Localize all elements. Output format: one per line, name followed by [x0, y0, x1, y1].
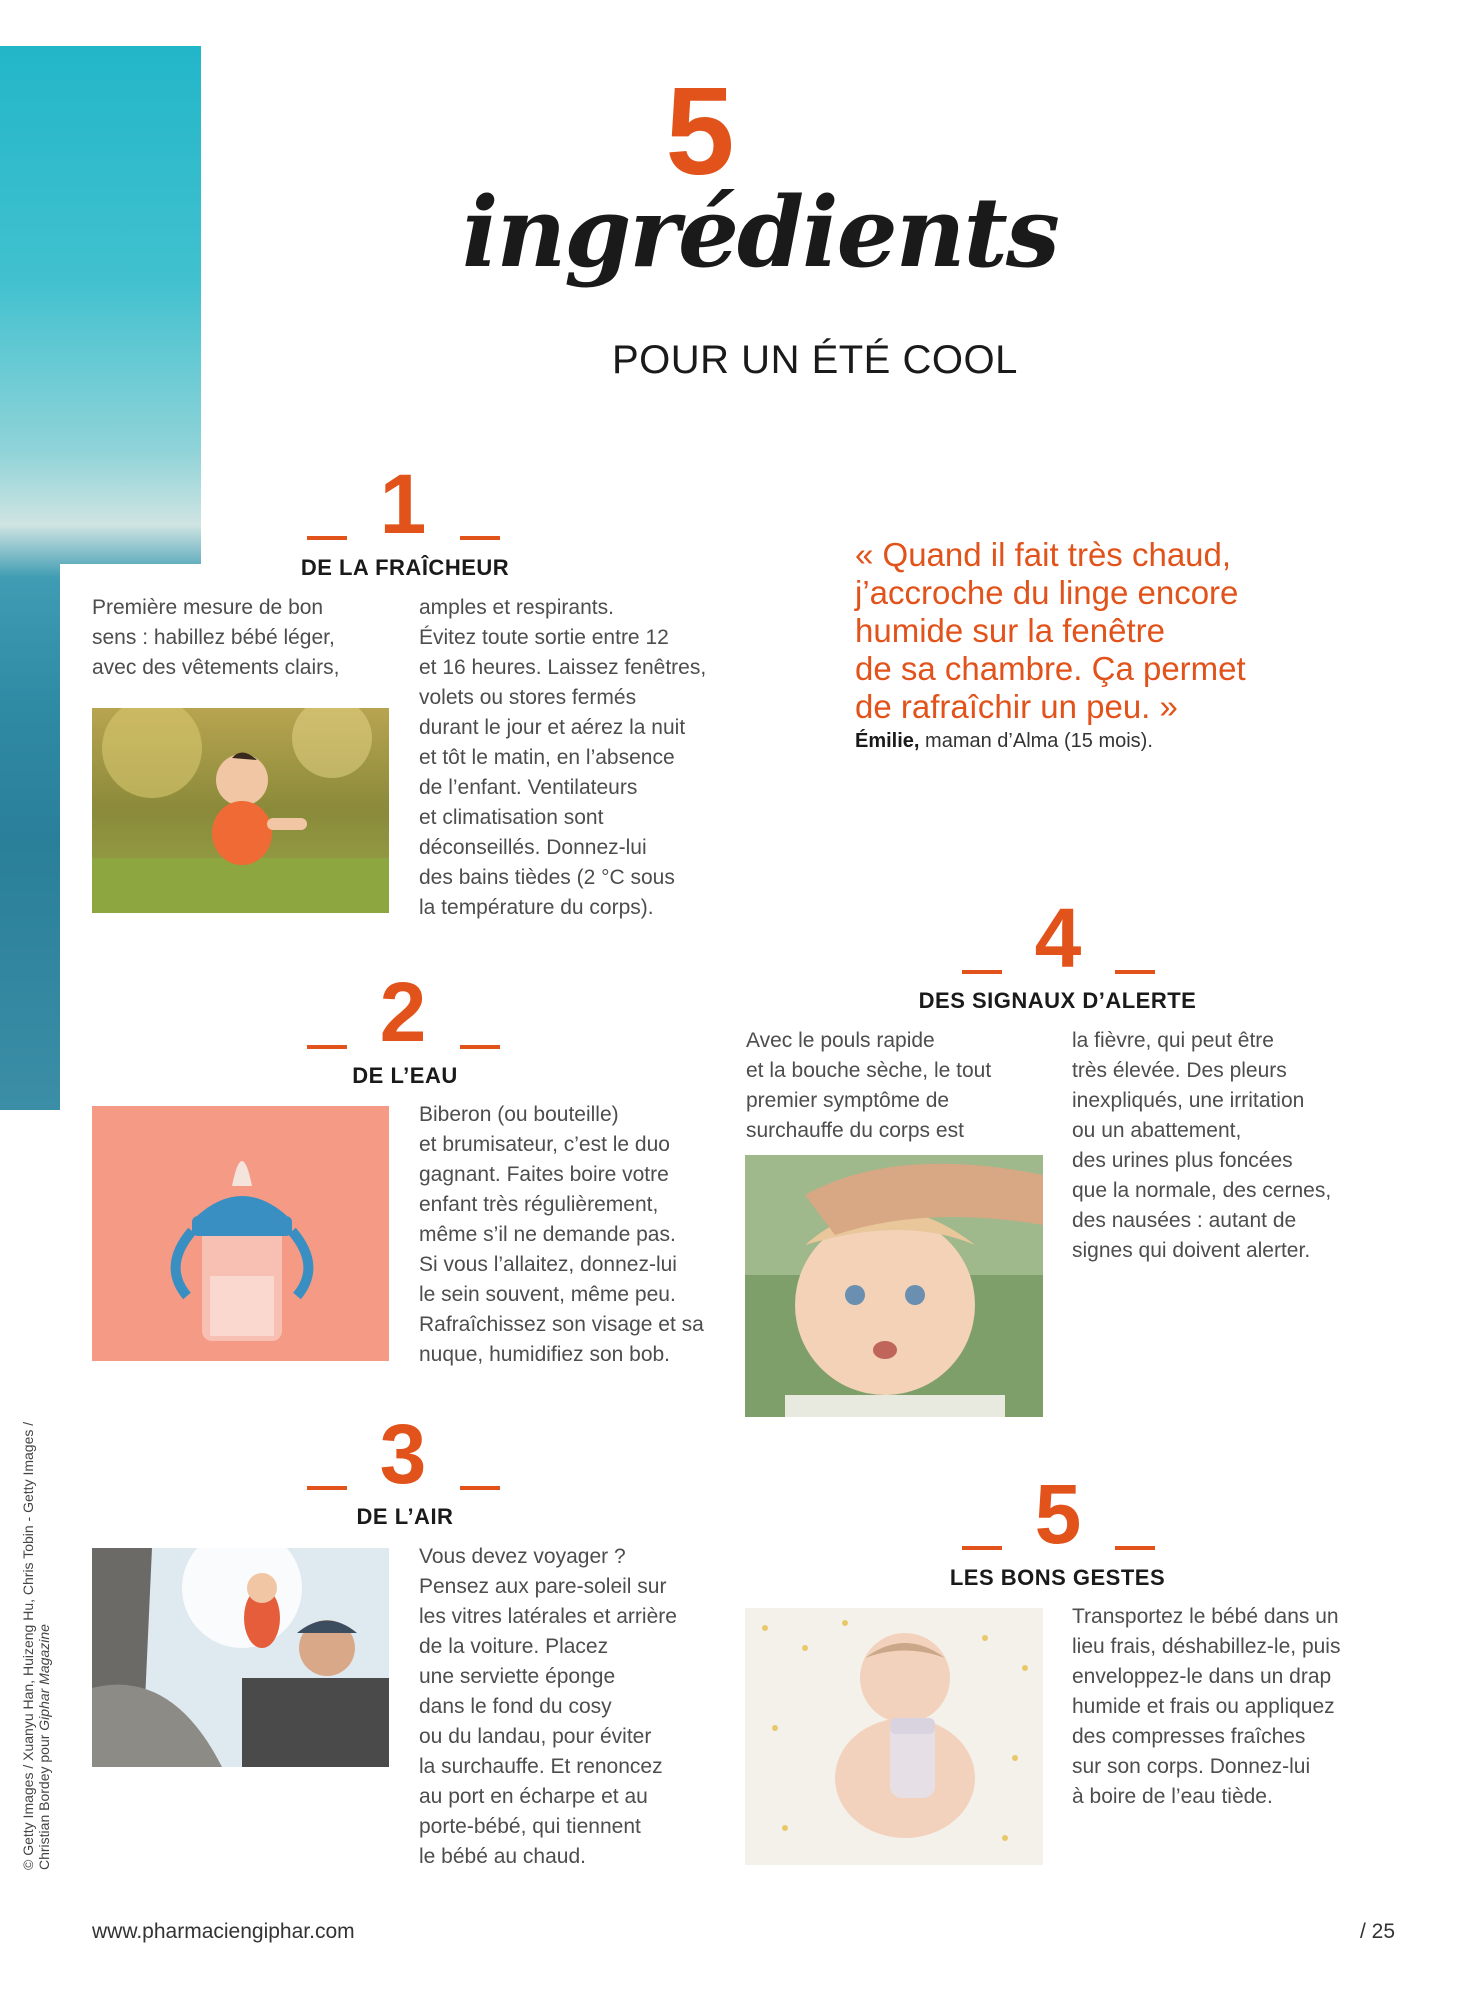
text-line: la température du corps).	[419, 896, 654, 919]
text-line: Évitez toute sortie entre 12	[419, 626, 669, 649]
baby-bottle-photo	[92, 1106, 389, 1361]
text-line: de la voiture. Placez	[419, 1635, 609, 1658]
section-title: DES SIGNAUX D’ALERTE	[918, 988, 1197, 1013]
section-text-col2	[1072, 1602, 1402, 1812]
text-line: la surchauffe. Et renoncez	[419, 1755, 663, 1778]
section-number: 3	[379, 1407, 427, 1501]
quote-author	[855, 730, 1153, 753]
section-number: 1	[379, 457, 427, 551]
text-line: gagnant. Faites boire votre	[419, 1163, 669, 1186]
photo-credit-prefix: Christian Bordey pour	[36, 1730, 52, 1870]
text-line: amples et respirants.	[419, 596, 614, 619]
text-line: inexpliqués, une irritation	[1072, 1089, 1305, 1112]
baby-forehead-photo	[745, 1155, 1043, 1417]
section-dash-left	[307, 536, 347, 540]
section-dash-left	[962, 970, 1002, 974]
text-line: de l’enfant. Ventilateurs	[419, 776, 638, 799]
text-line: sur son corps. Donnez-lui	[1072, 1755, 1311, 1778]
section-text-col1	[746, 1026, 1056, 1146]
text-line: dans le fond du cosy	[419, 1695, 612, 1718]
baby-bottle-bed-photo	[745, 1608, 1043, 1865]
text-line: et brumisateur, c’est le duo	[419, 1133, 670, 1156]
text-line: le sein souvent, même peu.	[419, 1283, 676, 1306]
text-line: avec des vêtements clairs,	[92, 656, 340, 679]
text-line: ou un abattement,	[1072, 1119, 1242, 1142]
text-line: une serviette éponge	[419, 1665, 616, 1688]
section-text-col1	[92, 593, 392, 683]
photo-credit-line	[36, 1422, 52, 1870]
section-text-col2	[419, 1100, 739, 1370]
text-line: Rafraîchissez son visage et sa	[419, 1313, 704, 1336]
section-title: LES BONS GESTES	[949, 1565, 1166, 1590]
text-line: très élevée. Des pleurs	[1072, 1059, 1287, 1082]
section-number: 4	[1034, 891, 1082, 985]
text-line: enfant très régulièrement,	[419, 1193, 659, 1216]
photo-credit-magazine: Giphar Magazine	[36, 1624, 52, 1731]
text-line: des nausées : autant de	[1072, 1209, 1297, 1232]
text-line: humide et frais ou appliquez	[1072, 1695, 1335, 1718]
header-title: ingrédients	[462, 176, 1058, 289]
section-dash-left	[307, 1045, 347, 1049]
text-line: signes qui doivent alerter.	[1072, 1239, 1311, 1262]
text-line: nuque, humidifiez son bob.	[419, 1343, 671, 1366]
text-line: Vous devez voyager ?	[419, 1545, 626, 1568]
photo-credit	[20, 1422, 52, 1870]
quote-line: humide sur la fenêtre	[855, 612, 1166, 649]
section-dash-right	[460, 536, 500, 540]
footer-url[interactable]: www.pharmaciengiphar.com	[92, 1920, 355, 1943]
section-title: DE L’AIR	[356, 1504, 454, 1529]
text-line: durant le jour et aérez la nuit	[419, 716, 686, 739]
quote-line: « Quand il fait très chaud,	[855, 536, 1232, 573]
text-line: déconseillés. Donnez-lui	[419, 836, 647, 859]
section-title: DE L’EAU	[352, 1063, 458, 1088]
section-dash-right	[1115, 1546, 1155, 1550]
text-line: Biberon (ou bouteille)	[419, 1103, 619, 1126]
text-line: que la normale, des cernes,	[1072, 1179, 1332, 1202]
text-line: Si vous l’allaitez, donnez-lui	[419, 1253, 677, 1276]
text-line: ou du landau, pour éviter	[419, 1725, 652, 1748]
text-line: premier symptôme de	[746, 1089, 950, 1112]
text-line: au port en écharpe et au	[419, 1785, 648, 1808]
text-line: Pensez aux pare-soleil sur	[419, 1575, 667, 1598]
section-dash-right	[460, 1486, 500, 1490]
quote-line: j’accroche du linge encore	[855, 574, 1239, 611]
text-line: surchauffe du corps est	[746, 1119, 964, 1142]
text-line: à boire de l’eau tiède.	[1072, 1785, 1273, 1808]
text-line: la fièvre, qui peut être	[1072, 1029, 1274, 1052]
photo-credit-line: © Getty Images / Xuanyu Han, Huizeng Hu, Chris Tobin - Getty Images /	[20, 1421, 36, 1870]
page-number: / 25	[1360, 1920, 1396, 1943]
text-line: même s’il ne demande pas.	[419, 1223, 676, 1246]
section-number: 2	[379, 965, 427, 1059]
quote-line: de sa chambre. Ça permet	[855, 650, 1246, 687]
quote-line: de rafraîchir un peu. »	[855, 688, 1178, 725]
section-dash-right	[460, 1045, 500, 1049]
section-text-col2	[1072, 1026, 1402, 1266]
text-line: enveloppez-le dans un drap	[1072, 1665, 1332, 1688]
header-number: 5	[665, 63, 735, 201]
text-line: des urines plus foncées	[1072, 1149, 1293, 1172]
text-line: et climatisation sont	[419, 806, 604, 829]
section-number: 5	[1034, 1467, 1082, 1561]
text-line: Transportez le bébé dans un	[1072, 1605, 1339, 1628]
text-line: les vitres latérales et arrière	[419, 1605, 677, 1628]
text-line: Première mesure de bon	[92, 596, 324, 619]
section-dash-left	[307, 1486, 347, 1490]
text-line: et 16 heures. Laissez fenêtres,	[419, 656, 707, 679]
text-line: sens : habillez bébé léger,	[92, 626, 335, 649]
section-dash-left	[962, 1546, 1002, 1550]
section-dash-right	[1115, 970, 1155, 974]
text-line: des bains tièdes (2 °C sous	[419, 866, 675, 889]
text-line: le bébé au chaud.	[419, 1845, 586, 1868]
text-line: lieu frais, déshabillez-le, puis	[1072, 1635, 1341, 1658]
testimonial-quote	[855, 536, 1315, 726]
quote-author-detail: maman d’Alma (15 mois).	[919, 730, 1153, 752]
header-subtitle: POUR UN ÉTÉ COOL	[612, 338, 1018, 382]
baby-grass-photo	[92, 708, 389, 913]
section-text-col2	[419, 593, 739, 923]
text-line: et la bouche sèche, le tout	[746, 1059, 992, 1082]
section-title: DE LA FRAÎCHEUR	[300, 555, 510, 580]
text-line: des compresses fraîches	[1072, 1725, 1306, 1748]
parent-car-photo	[92, 1548, 389, 1767]
text-line: volets ou stores fermés	[419, 686, 637, 709]
text-line: Avec le pouls rapide	[746, 1029, 935, 1052]
text-line: porte-bébé, qui tiennent	[419, 1815, 641, 1838]
text-line: et tôt le matin, en l’absence	[419, 746, 675, 769]
quote-author-name: Émilie,	[855, 730, 920, 752]
section-text-col2	[419, 1542, 739, 1872]
